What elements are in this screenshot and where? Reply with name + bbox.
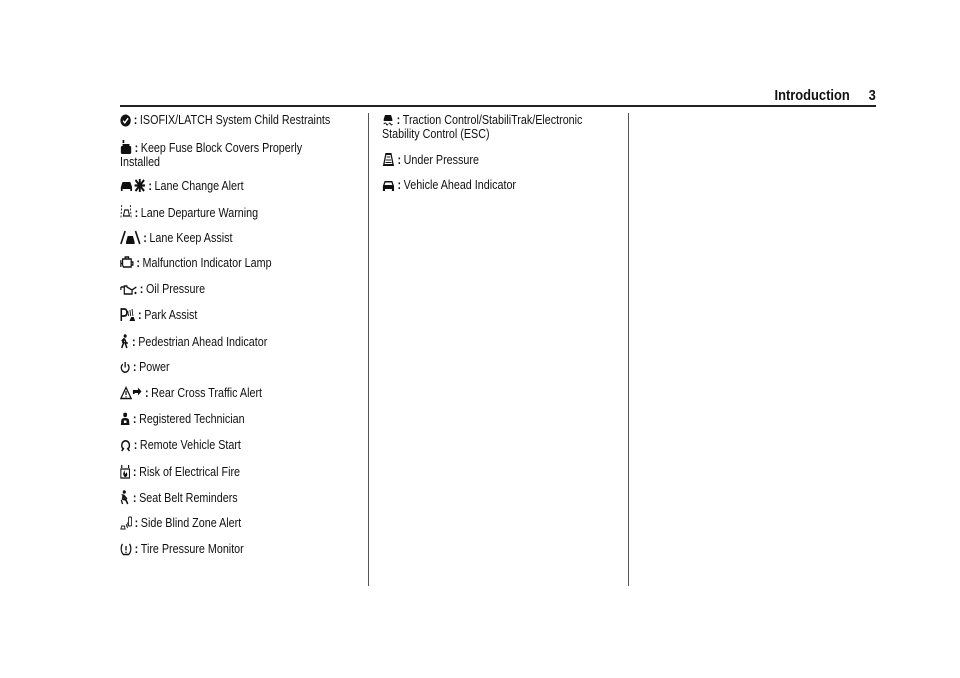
- traction-control-icon: [382, 113, 394, 127]
- header-rule: [120, 105, 876, 107]
- list-item: : Pedestrian Ahead Indicator: [120, 334, 322, 349]
- list-item: : Malfunction Indicator Lamp: [120, 256, 322, 270]
- registered-technician-icon: [120, 412, 130, 426]
- lane-change-alert-icon: [120, 178, 146, 193]
- list-item: : Lane Departure Warning: [120, 204, 322, 220]
- list-item: : Power: [120, 360, 322, 374]
- list-item: : Registered Technician: [120, 412, 322, 426]
- list-item: : ISOFIX/LATCH System Child Restraints: [120, 113, 322, 127]
- power-icon: [120, 361, 130, 374]
- seat-belt-reminder-icon: [120, 490, 130, 505]
- column-divider: [628, 113, 629, 586]
- malfunction-indicator-lamp-icon: [120, 256, 134, 270]
- list-item: : Under Pressure: [382, 152, 584, 167]
- list-item: : Traction Control/StabiliTrak/Electronic Stability Control (ESC): [382, 113, 583, 141]
- list-item: : Risk of Electrical Fire: [120, 464, 322, 479]
- under-pressure-icon: [382, 152, 395, 167]
- tire-pressure-monitor-icon: [120, 543, 132, 556]
- list-item: : Remote Vehicle Start: [120, 438, 322, 452]
- list-item: : Side Blind Zone Alert: [120, 516, 322, 530]
- list-item: : Lane Change Alert: [120, 178, 322, 193]
- park-assist-icon: [120, 308, 135, 322]
- list-item: : Tire Pressure Monitor: [120, 542, 322, 556]
- list-item: : Park Assist: [120, 308, 322, 322]
- side-blind-zone-alert-icon: [120, 516, 132, 530]
- isofix-latch-icon: [120, 114, 131, 127]
- list-item: : Seat Belt Reminders: [120, 490, 322, 505]
- list-item: : Vehicle Ahead Indicator: [382, 178, 584, 192]
- column-divider: [368, 113, 369, 586]
- electrical-fire-risk-icon: [120, 464, 130, 479]
- list-item: : Keep Fuse Block Covers Properly Installed: [120, 141, 303, 169]
- section-title: Introduction: [774, 87, 850, 104]
- vehicle-ahead-indicator-icon: [382, 179, 395, 192]
- lane-departure-warning-icon: [120, 204, 132, 220]
- list-item: : Lane Keep Assist: [120, 230, 322, 245]
- rear-cross-traffic-alert-icon: [120, 386, 142, 400]
- page-header: [775, 84, 876, 104]
- remote-vehicle-start-icon: [120, 439, 131, 452]
- pedestrian-ahead-icon: [120, 334, 129, 349]
- fuse-block-cover-icon: [120, 139, 132, 155]
- list-item: : Rear Cross Traffic Alert: [120, 386, 322, 400]
- lane-keep-assist-icon: [120, 230, 141, 245]
- page-number: 3: [868, 87, 876, 104]
- list-item: : Oil Pressure: [120, 282, 322, 296]
- oil-pressure-icon: [120, 284, 137, 296]
